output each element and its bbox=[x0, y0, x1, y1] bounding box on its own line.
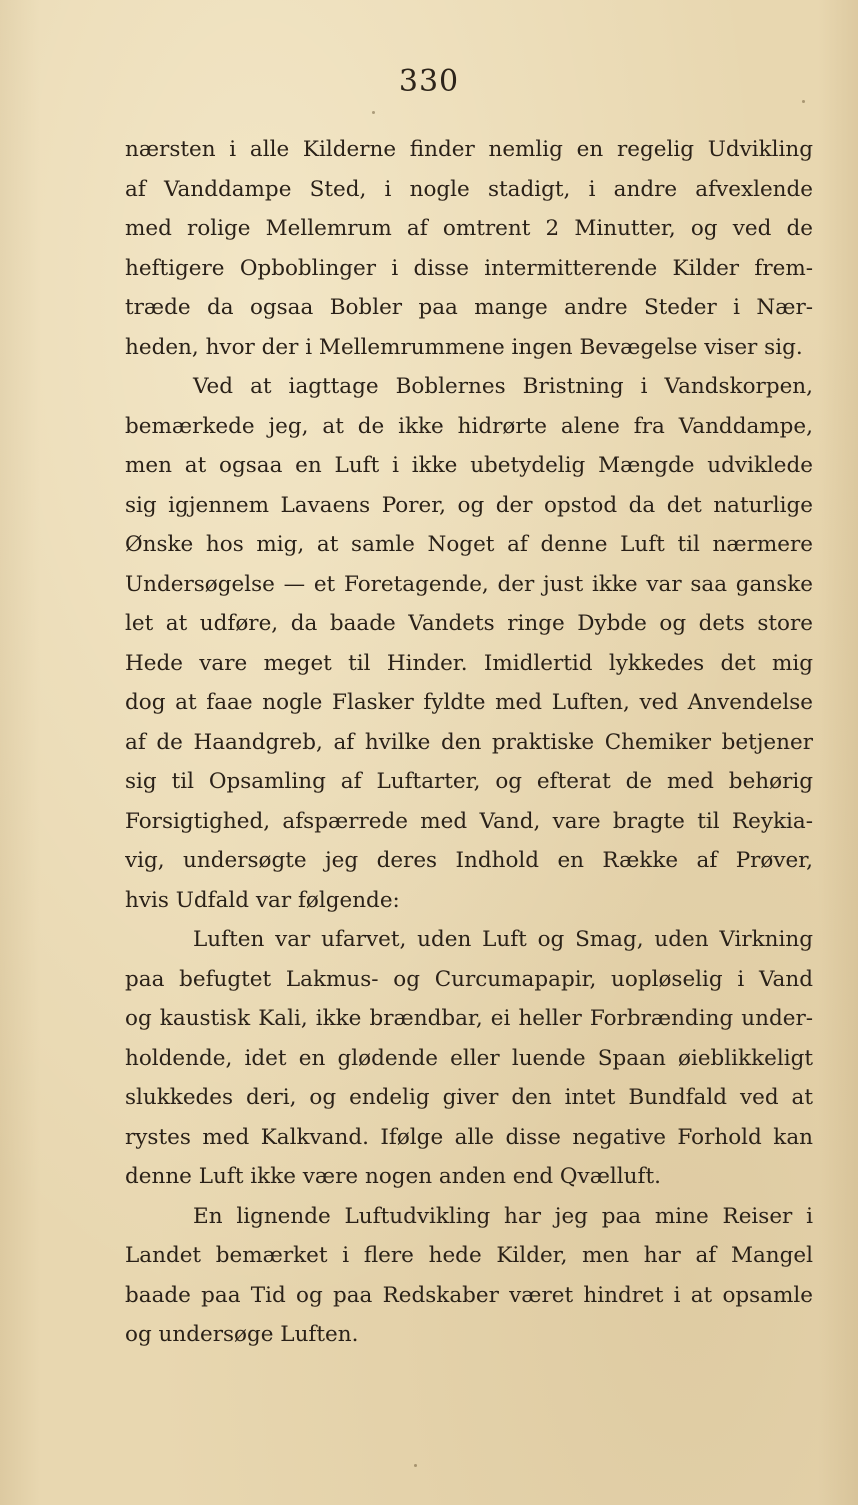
text-line: hvis Udfald var følgende: bbox=[125, 887, 400, 913]
text-line: let at udføre, da baade Vandets ringe Dybde og dets store bbox=[125, 611, 813, 636]
text-line: holdende, idet en glødende eller luende Spaan øieblikkeligt bbox=[125, 1045, 813, 1071]
text-line: rystes med Kalkvand. Ifølge alle disse negative Forhold kan bbox=[125, 1124, 813, 1150]
text-line: bemærkede jeg, at de ikke hidrørte alene fra Vanddampe, bbox=[125, 413, 813, 439]
text-line: sig til Opsamling af Luftarter, og efterat de med behørig bbox=[125, 769, 813, 794]
text-line: træde da ogsaa Bobler paa mange andre Steder i Nær- bbox=[125, 295, 813, 320]
paper-speck bbox=[372, 111, 375, 114]
text-line: Landet bemærket i flere hede Kilder, men har af Mangel bbox=[125, 1243, 813, 1268]
text-line: heftigere Opboblinger i disse intermitterende Kilder frem- bbox=[125, 255, 813, 281]
text-line: baade paa Tid og paa Redskaber været hindret i at opsamle bbox=[125, 1282, 813, 1308]
text-line: og kaustisk Kali, ikke brændbar, ei heller Forbrænding under- bbox=[125, 1006, 813, 1031]
text-line: Hede vare meget til Hinder. Imidlertid lykkedes det mig bbox=[125, 650, 813, 676]
text-line: denne Luft ikke være nogen anden end Qvælluft. bbox=[125, 1164, 661, 1189]
paragraph-start: Luften var ufarvet, uden Luft og Smag, uden Virkning bbox=[193, 927, 813, 952]
body-text bbox=[125, 130, 813, 1355]
paragraph-start: En lignende Luftudvikling har jeg paa mine Reiser i bbox=[193, 1203, 813, 1229]
text-line: af de Haandgreb, af hvilke den praktiske Chemiker betjener bbox=[125, 729, 813, 755]
text-line: men at ogsaa en Luft i ikke ubetydelig Mængde udviklede bbox=[125, 453, 813, 478]
paper-speck bbox=[414, 1464, 417, 1467]
text-line: Ønske hos mig, at samle Noget af denne Luft til nærmere bbox=[125, 532, 813, 557]
text-line: Forsigtighed, afspærrede med Vand, vare bragte til Reykia- bbox=[125, 808, 813, 834]
text-line: vig, undersøgte jeg deres Indhold en Række af Prøver, bbox=[125, 848, 813, 873]
text-line: af Vanddampe Sted, i nogle stadigt, i andre afvexlende bbox=[125, 176, 813, 202]
text-line: sig igjennem Lavaens Porer, og der opstod da det naturlige bbox=[125, 492, 813, 518]
page-number: 330 bbox=[398, 64, 460, 99]
text-line: slukkedes deri, og endelig giver den intet Bundfald ved at bbox=[125, 1085, 813, 1110]
paragraph-start: Ved at iagttage Boblernes Bristning i Vandskorpen, bbox=[193, 374, 813, 399]
text-line: Undersøgelse — et Foretagende, der just ikke var saa ganske bbox=[125, 571, 813, 597]
paper-speck bbox=[802, 100, 805, 103]
text-line: med rolige Mellemrum af omtrent 2 Minutter, og ved de bbox=[125, 216, 813, 241]
text-line: paa befugtet Lakmus- og Curcumapapir, uopløselig i Vand bbox=[125, 966, 813, 992]
text-line: heden, hvor der i Mellemrummene ingen Bevægelse viser sig. bbox=[125, 334, 803, 360]
text-line: dog at faae nogle Flasker fyldte med Luften, ved Anvendelse bbox=[125, 690, 813, 715]
text-line: og undersøge Luften. bbox=[125, 1322, 359, 1347]
text-line: nærsten i alle Kilderne finder nemlig en regelig Udvikling bbox=[125, 137, 813, 162]
